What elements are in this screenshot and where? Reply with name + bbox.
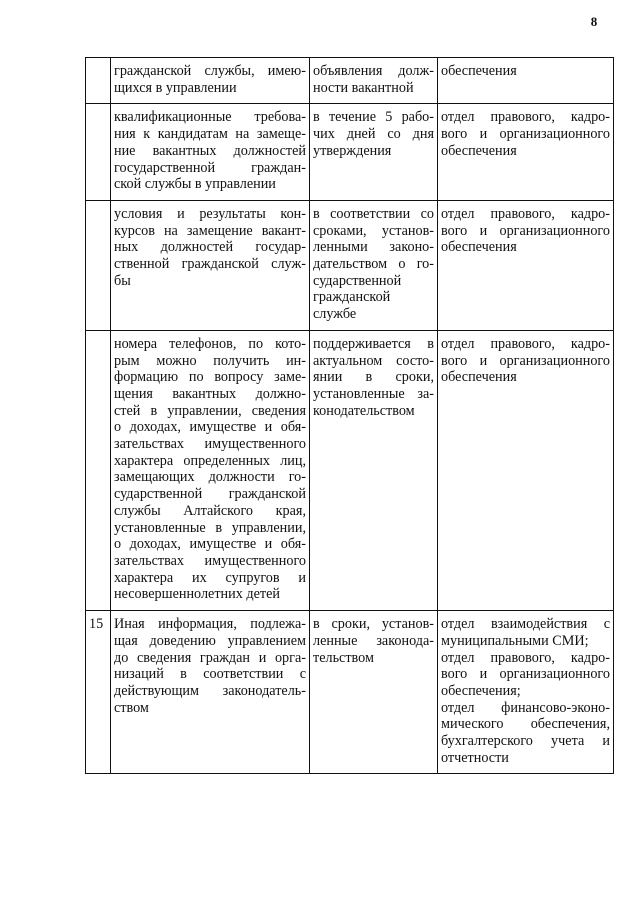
- text-line: действующим законодатель-: [114, 682, 306, 699]
- row-number-cell: [86, 58, 111, 104]
- table-row: [86, 611, 614, 774]
- text-line: гражданской: [313, 289, 391, 306]
- text-line: установленные за-: [313, 385, 434, 402]
- text-line: ством: [114, 699, 149, 716]
- text-line: муниципальными СМИ;: [441, 632, 589, 649]
- text-line: отдел взаимодействия с: [441, 616, 610, 633]
- text-line: замещающих должности го-: [114, 469, 306, 486]
- table-row: [86, 58, 614, 104]
- text-line: обеспечения: [441, 369, 517, 386]
- text-line: квалификационные требова-: [114, 109, 306, 126]
- text-line: государственной граждан-: [114, 159, 306, 176]
- text-line: ственной гражданской служ-: [114, 256, 306, 273]
- text-line: условия и результаты кон-: [114, 205, 306, 222]
- text-line: отдел правового, кадро-: [441, 649, 610, 666]
- text-line: низаций в соответствии с: [114, 666, 306, 683]
- deadline-cell: [310, 611, 438, 774]
- text-line: номера телефонов, по кото-: [114, 335, 306, 352]
- deadline-cell: [310, 104, 438, 201]
- row-number-cell: 15: [86, 611, 111, 774]
- text-line: ской службы в управлении: [114, 176, 276, 193]
- text-line: вого и организационного: [441, 222, 610, 239]
- text-line: утверждения: [313, 142, 392, 159]
- table-row: [86, 200, 614, 330]
- text-line: янии в сроки,: [313, 369, 434, 386]
- text-line: несовершеннолетних детей: [114, 586, 280, 603]
- text-line: характера их супругов и: [114, 569, 306, 586]
- text-line: щая доведению управлением: [114, 632, 306, 649]
- text-line: ленные законода-: [313, 632, 434, 649]
- text-line: вого и организационного: [441, 666, 610, 683]
- text-line: установленные в управлении,: [114, 519, 306, 536]
- information-cell: [111, 611, 310, 774]
- information-cell: [111, 330, 310, 610]
- text-line: Иная информация, подлежа-: [114, 616, 306, 633]
- page-number: 8: [590, 14, 598, 29]
- text-line: щения вакантных должно-: [114, 385, 306, 402]
- text-line: обеспечения: [441, 63, 517, 79]
- text-line: обеспечения: [441, 239, 517, 256]
- text-line: тельством: [313, 649, 374, 666]
- text-line: чих дней со дня: [313, 126, 434, 143]
- text-line: гражданской службы, имею-: [114, 63, 306, 79]
- text-line: ние вакантных должностей: [114, 142, 306, 159]
- responsible-cell: [438, 611, 614, 774]
- text-line: курсов на замещение вакант-: [114, 222, 306, 239]
- text-line: сроками, установ-: [313, 222, 434, 239]
- text-line: ленными законо-: [313, 239, 434, 256]
- deadline-cell: [310, 58, 438, 104]
- text-line: вого и организационного: [441, 352, 610, 369]
- text-line: обеспечения;: [441, 682, 521, 699]
- text-line: дательством о го-: [313, 256, 434, 273]
- text-line: ных должностей государ-: [114, 239, 306, 256]
- text-line: мического обеспечения,: [441, 716, 610, 733]
- table-row: [86, 104, 614, 201]
- table-row: [86, 330, 614, 610]
- text-line: в течение 5 рабо-: [313, 109, 434, 126]
- text-line: ности вакантной: [313, 79, 414, 96]
- text-line: в сроки, установ-: [313, 616, 434, 633]
- text-line: сударственной гражданской: [114, 486, 306, 503]
- text-line: рым можно получить ин-: [114, 352, 306, 369]
- text-line: в соответствии со: [313, 205, 434, 222]
- information-cell: [111, 104, 310, 201]
- text-line: отдел правового, кадро-: [441, 205, 610, 222]
- text-line: актуальном состо-: [313, 352, 434, 369]
- text-line: сударственной: [313, 272, 402, 289]
- information-cell: [111, 200, 310, 330]
- document-table: [85, 57, 614, 774]
- deadline-cell: [310, 330, 438, 610]
- text-line: о доходах, имуществе и обя-: [114, 536, 306, 553]
- text-line: ния к кандидатам на замеще-: [114, 126, 306, 143]
- text-line: поддерживается в: [313, 335, 434, 352]
- table-body: [86, 58, 614, 774]
- text-line: щихся в управлении: [114, 79, 237, 96]
- deadline-cell: [310, 200, 438, 330]
- text-line: стей в управлении, сведения: [114, 402, 306, 419]
- text-line: вого и организационного: [441, 126, 610, 143]
- information-cell: [111, 58, 310, 104]
- text-line: до сведения граждан и орга-: [114, 649, 306, 666]
- text-line: зательствах имущественного: [114, 552, 306, 569]
- text-line: отдел финансово-эконо-: [441, 699, 610, 716]
- row-number-cell: [86, 104, 111, 201]
- responsible-cell: [438, 58, 614, 104]
- text-line: отдел правового, кадро-: [441, 109, 610, 126]
- text-line: формацию по вопросу заме-: [114, 369, 306, 386]
- responsible-cell: [438, 200, 614, 330]
- text-line: зательствах имущественного: [114, 436, 306, 453]
- row-number-cell: [86, 330, 111, 610]
- text-line: отчетности: [441, 749, 509, 766]
- responsible-cell: [438, 330, 614, 610]
- text-line: отдел правового, кадро-: [441, 335, 610, 352]
- responsible-cell: [438, 104, 614, 201]
- text-line: объявления долж-: [313, 63, 434, 79]
- text-line: бы: [114, 272, 131, 289]
- text-line: обеспечения: [441, 142, 517, 159]
- text-line: конодательством: [313, 402, 415, 419]
- text-line: бухгалтерского учета и: [441, 733, 610, 750]
- text-line: службе: [313, 306, 357, 323]
- text-line: службы Алтайского края,: [114, 502, 306, 519]
- row-number-cell: [86, 200, 111, 330]
- text-line: о доходах, имуществе и обя-: [114, 419, 306, 436]
- text-line: характера определенных лиц,: [114, 452, 306, 469]
